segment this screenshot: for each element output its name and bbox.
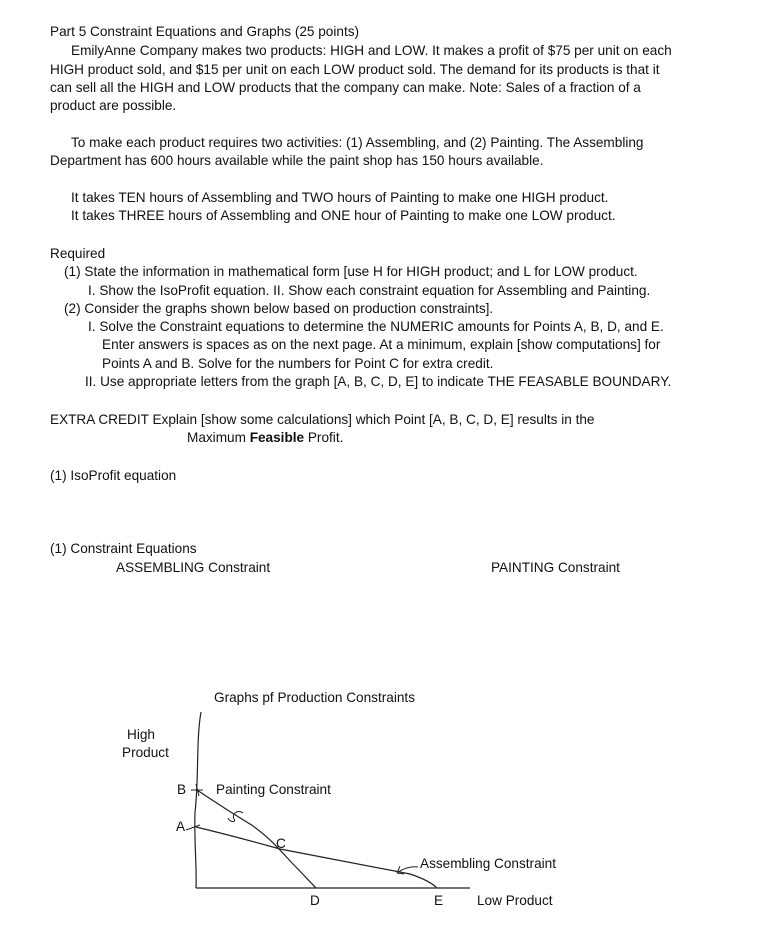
intro-line-3: can sell all the HIGH and LOW products that the company can make. Note: Sales of a fraction of a — [50, 80, 641, 95]
painting-pointer-squiggle — [228, 812, 243, 822]
intro-line-4: product are possible. — [50, 98, 177, 113]
required-item-1-sub: I. Show the IsoProfit equation. II. Show each constraint equation for Assembling and Painting. — [88, 283, 651, 298]
intro-line-2: HIGH product sold, and $15 per unit on each LOW product sold. The demand for its products is that it — [50, 62, 660, 77]
activities-line-1: To make each product requires two activities: (1) Assembling, and (2) Painting. The Assembling — [71, 135, 644, 150]
graph-title: Graphs pf Production Constraints — [214, 690, 415, 705]
part-title: Part 5 Constraint Equations and Graphs (25 points) — [50, 24, 360, 39]
y-axis-label-high: High — [127, 727, 155, 742]
required-item-2: (2) Consider the graphs shown below based on production constraints]. — [64, 301, 494, 316]
hours-line-1: It takes TEN hours of Assembling and TWO hours of Painting to make one HIGH product. — [71, 190, 609, 205]
required-item-2-sub-1: I. Solve the Constraint equations to determine the NUMERIC amounts for Points A, B, D, and E. — [88, 319, 664, 334]
painting-constraint-label: PAINTING Constraint — [491, 560, 620, 575]
isoprofit-label: (1) IsoProfit equation — [50, 468, 177, 483]
painting-constraint-line — [197, 790, 316, 888]
point-a-label: A — [176, 819, 186, 834]
required-item-2-sub-2: II. Use appropriate letters from the graph [A, B, C, D, E] to indicate THE FEASABLE BOUNDARY. — [85, 374, 672, 389]
extra-credit-line-1: EXTRA CREDIT Explain [show some calculations] which Point [A, B, C, D, E] results in the — [50, 412, 595, 427]
assembling-constraint-graph-label: Assembling Constraint — [420, 856, 556, 871]
x-axis-label: Low Product — [477, 893, 553, 908]
extra-credit-feasible: Feasible — [249, 430, 305, 445]
y-axis-line — [195, 712, 201, 888]
required-item-1: (1) State the information in mathematical form [use H for HIGH product; and L for LOW product. — [64, 264, 638, 279]
required-heading: Required — [50, 246, 106, 261]
point-d-label: D — [310, 893, 320, 908]
point-c-label: C — [276, 836, 286, 851]
intro-line-1: EmilyAnne Company makes two products: HIGH and LOW. It makes a profit of $75 per unit on each — [71, 43, 672, 58]
extra-credit-pre: Maximum — [187, 430, 250, 445]
required-item-2-sub-1-cont2: Points A and B. Solve for the numbers for Point C for extra credit. — [102, 356, 494, 371]
constraint-equations-heading: (1) Constraint Equations — [50, 541, 197, 556]
point-e-label: E — [434, 893, 444, 908]
assembling-pointer-arrow — [397, 866, 418, 874]
activities-line-2: Department has 600 hours available while the paint shop has 150 hours available. — [50, 153, 544, 168]
assembling-constraint-line — [196, 827, 437, 888]
y-axis-label-product: Product — [122, 745, 169, 760]
assembling-constraint-label: ASSEMBLING Constraint — [116, 560, 271, 575]
point-b-label: B — [177, 782, 187, 797]
required-item-2-sub-1-cont: Enter answers is spaces as on the next page. At a minimum, explain [show computations] for — [102, 337, 661, 352]
extra-credit-post: Profit. — [304, 430, 344, 445]
hours-line-2: It takes THREE hours of Assembling and ONE hour of Painting to make one LOW product. — [71, 208, 616, 223]
painting-constraint-graph-label: Painting Constraint — [216, 782, 331, 797]
